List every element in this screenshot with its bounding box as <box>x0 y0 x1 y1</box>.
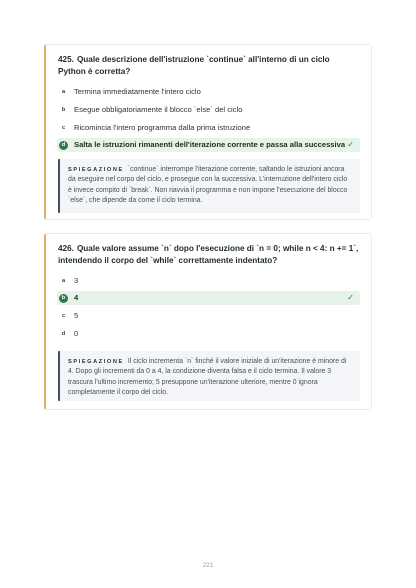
option-text: Salta le istruzioni rimanenti dell'iterazione corrente e passa alla successiva <box>74 140 346 149</box>
option-letter: c <box>61 125 66 131</box>
option-b[interactable] <box>58 103 361 116</box>
option-text: Ricomincia l'intero programma dalla prima istruzione <box>74 123 251 132</box>
explanation-text: Il ciclo incrementa `n` finché il valore iniziale di un'iterazione è minore di 4. Dopo gli incrementi da 0 a 4, la condizione diventa falsa e il ciclo termina. Il valore 3 trascura l'ultimo incremento; 5 presuppone un'iterazione ulteriore, mentre 0 ignora completamente il corpo del ciclo. <box>68 358 347 397</box>
option-text: Esegue obbligatoriamente il blocco `else` del ciclo <box>74 105 243 114</box>
check-icon: ✓ <box>347 140 354 149</box>
option-c[interactable] <box>58 309 361 322</box>
question-text: Quale valore assume `n` dopo l'esecuzione di `n = 0; while n < 4: n += 1`, intendendo il corpo del `while` correttamente indentato? <box>58 244 359 265</box>
option-a[interactable] <box>58 274 361 287</box>
option-c[interactable] <box>58 121 361 134</box>
option-letter: d <box>61 331 66 337</box>
option-letter: d <box>59 141 68 150</box>
option-d[interactable] <box>58 327 361 340</box>
option-letter: c <box>61 313 66 319</box>
question-title <box>58 243 359 267</box>
explanation-box <box>58 159 360 213</box>
option-a[interactable] <box>58 85 361 98</box>
option-text: 4 <box>74 293 79 302</box>
explanation-box <box>58 351 360 401</box>
question-text: Quale descrizione dell'istruzione `continue` all'interno di un ciclo Python è corretta? <box>58 55 330 76</box>
option-letter: a <box>61 89 66 95</box>
question-title <box>58 54 359 78</box>
option-letter: a <box>61 278 66 284</box>
option-letter: b <box>59 294 68 303</box>
option-d-correct[interactable] <box>57 138 360 152</box>
option-b-correct[interactable] <box>57 291 360 305</box>
check-icon: ✓ <box>347 293 354 302</box>
question-card-426 <box>44 233 372 410</box>
question-number: 425. <box>58 55 74 64</box>
option-text: Termina immediatamente l'intero ciclo <box>74 87 201 96</box>
question-number: 426. <box>58 244 74 253</box>
option-text: 5 <box>74 311 79 320</box>
option-text: 3 <box>74 276 79 285</box>
option-text: 0 <box>74 329 79 338</box>
option-letter: b <box>61 107 66 113</box>
question-card-425 <box>44 44 372 220</box>
explanation-label: SPIEGAZIONE <box>68 359 124 365</box>
explanation-text: `continue` interrompe l'iterazione corrente, saltando le istruzioni ancora da eseguire nel corpo del ciclo, e prosegue con la successiva. L'interruzione dell'intero ciclo è invece compito di `break`. Non riavvia il programma e non impone l'esecuzione del blocco `else`, che dipende da come il ciclo termina. <box>68 166 348 205</box>
page-number: 221 <box>202 562 214 569</box>
explanation-label: SPIEGAZIONE <box>68 167 124 173</box>
